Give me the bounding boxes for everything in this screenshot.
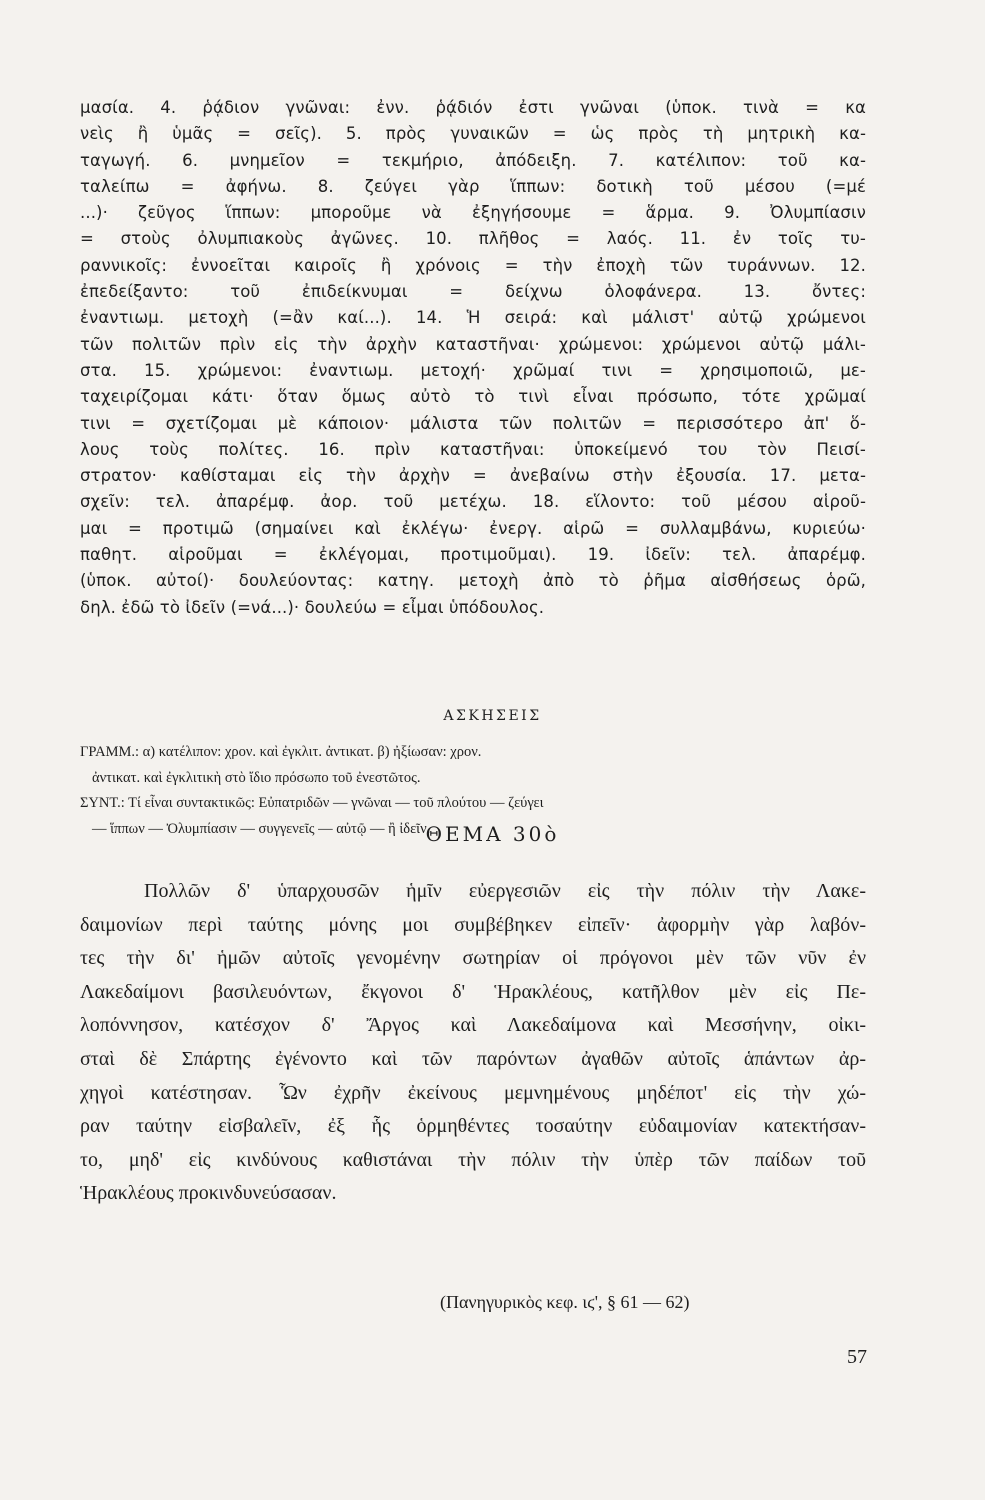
theme-heading: ΘΕΜΑ 30ὸ <box>425 822 560 846</box>
passage-line: σταὶ δὲ Σπάρτης ἐγένοντο καὶ τῶν παρόντων ἀγαθῶν αὐτοῖς ἁπάντων ἀρ- <box>80 1047 866 1070</box>
passage-line: δαιμονίων περὶ ταύτης μόνης μοι συμβέβηκεν εἰπεῖν· ἀφορμὴν γὰρ λαβόν- <box>80 913 866 936</box>
exercises-heading: ΑΣΚΗΣΕΙΣ <box>443 708 542 724</box>
passage-line: Ἡρακλέους προκινδυνεύσασαν. <box>80 1182 337 1205</box>
note-line: ραννικοῖς: ἐννοεῖται καιροῖς ἢ χρόνοις = τὴν ἐποχὴ τῶν τυράννων. 12. <box>80 255 866 275</box>
note-line: ταχειρίζομαι κάτι· ὅταν ὅμως αὐτὸ τὸ τινὶ εἶναι πρόσωπο, τότε χρῶμαί <box>80 387 866 407</box>
passage-line: Πολλῶν δ' ὑπαρχουσῶν ἡμῖν εὐεργεσιῶν εἰς τὴν πόλιν τὴν Λακε- <box>144 880 866 902</box>
note-line: ταγωγή. 6. μνημεῖον = τεκμήριο, ἀπόδειξη. 7. κατέλιπον: τοῦ κα- <box>80 150 866 170</box>
passage-line: λοπόννησον, κατέσχον δ' Ἄργος καὶ Λακεδαίμονα καὶ Μεσσήνην, οἰκι- <box>80 1014 866 1037</box>
note-line: στρατον· καθίσταμαι εἰς τὴν ἀρχὴν = ἀνεβαίνω στὴν ἐξουσία. 17. μετα- <box>80 466 866 486</box>
passage-line: Λακεδαίμονι βασιλευόντων, ἔκγονοι δ' Ἡρακλέους, κατῆλθον μὲν εἰς Πε- <box>80 980 866 1003</box>
source-citation: (Πανηγυρικὸς κεφ. ιϛ', § 61 — 62) <box>440 1292 690 1312</box>
passage-line: το, μηδ' εἰς κινδύνους καθιστάναι τὴν πόλιν τὴν ὑπὲρ τῶν παίδων τοῦ <box>80 1148 866 1171</box>
note-line: (ὑποκ. αὐτοί)· δουλεύοντας: κατηγ. μετοχὴ ἀπὸ τὸ ῥῆμα αἰσθήσεως ὁρῶ, <box>80 571 866 591</box>
note-line: δηλ. ἐδῶ τὸ ἰδεῖν (=νά...)· δουλεύω = εἶμαι ὑπόδουλος. <box>80 597 545 617</box>
passage-line: τες τὴν δι' ἡμῶν αὐτοῖς γενομένην σωτηρίαν οἱ πρόγονοι μὲν τῶν νῦν ἐν <box>80 947 866 970</box>
passage-line: ραν ταύτην εἰσβαλεῖν, ἐξ ἧς ὁρμηθέντες τοσαύτην εὐδαιμονίαν κατεκτήσαν- <box>80 1115 866 1138</box>
page-number: 57 <box>847 1346 867 1368</box>
exercise-line: ἀντικατ. καὶ ἐγκλιτικὴ στὸ ἴδιο πρόσωπο τοῦ ἐνεστῶτος. <box>92 769 421 786</box>
exercise-line: ΣΥΝΤ.: Τί εἶναι συντακτικῶς: Εὐπατριδῶν — γνῶναι — τοῦ πλούτου — ζεύγει <box>80 795 544 811</box>
note-line: μαι = προτιμῶ (σημαίνει καὶ ἐκλέγω· ἐνεργ. αἱρῶ = συλλαμβάνω, κυριεύω· <box>80 518 866 538</box>
exercise-line: ΓΡΑΜΜ.: α) κατέλιπον: χρον. καὶ ἐγκλιτ. ἀντικατ. β) ἠξίωσαν: χρον. <box>80 744 482 760</box>
note-line: ἐναντιωμ. μετοχὴ (=ἂν καί...). 14. Ἡ σειρά: καὶ μάλιστ' αὐτῷ χρώμενοι <box>80 308 866 328</box>
note-line: μασία. 4. ῥᾴδιον γνῶναι: ἐνν. ῥᾴδιόν ἐστι γνῶναι (ὑποκ. τινὰ = κα <box>80 98 866 117</box>
note-line: λους τοὺς πολίτες. 16. πρὶν καταστῆναι: ὑποκείμενό του τὸν Πεισί- <box>80 439 866 459</box>
exercise-line: — ἵππων — Ὀλυμπίασιν — συγγενεῖς — αὐτῷ — ἢ ἰδεῖν. <box>92 820 431 837</box>
note-line: = στοὺς ὀλυμπιακοὺς ἀγῶνες. 10. πλῆθος = λαός. 11. ἐν τοῖς τυ- <box>80 229 866 249</box>
note-line: τινι = σχετίζομαι μὲ κάποιον· μάλιστα τῶν πολιτῶν = περισσότερο ἀπ' ὅ- <box>80 413 866 433</box>
note-line: ταλείπω = ἀφήνω. 8. ζεύγει γὰρ ἵππων: δοτικὴ τοῦ μέσου (=μέ <box>80 176 866 196</box>
note-line: στα. 15. χρώμενοι: ἐναντιωμ. μετοχή· χρῶμαί τινι = χρησιμοποιῶ, με- <box>80 360 866 380</box>
passage-line: χηγοὶ κατέστησαν. Ὧν ἐχρῆν ἐκείνους μεμνημένους μηδέποτ' εἰς τὴν χώ- <box>80 1081 866 1104</box>
greek-passage <box>80 875 866 1211</box>
commentary-notes <box>80 95 866 621</box>
note-line: ...)· ζεῦγος ἵππων: μποροῦμε νὰ ἐξηγήσουμε = ἅρμα. 9. Ὀλυμπίασιν <box>80 203 866 223</box>
note-line: νεὶς ἢ ὑμᾶς = σεῖς). 5. πρὸς γυναικῶν = ὡς πρὸς τὴ μητρικὴ κα- <box>80 124 866 144</box>
note-line: ἐπεδείξαντο: τοῦ ἐπιδείκνυμαι = δείχνω ὁλοφάνερα. 13. ὄντες: <box>80 282 866 302</box>
note-line: σχεῖν: τελ. ἀπαρέμφ. ἀορ. τοῦ μετέχω. 18. εἵλοντο: τοῦ μέσου αἱροῦ- <box>80 492 866 512</box>
note-line: παθητ. αἱροῦμαι = ἐκλέγομαι, προτιμοῦμαι). 19. ἰδεῖν: τελ. ἀπαρέμφ. <box>80 545 866 565</box>
note-line: τῶν πολιτῶν πρὶν εἰς τὴν ἀρχὴν καταστῆναι· χρώμενοι: χρώμενοι αὐτῷ μάλι- <box>80 334 866 354</box>
